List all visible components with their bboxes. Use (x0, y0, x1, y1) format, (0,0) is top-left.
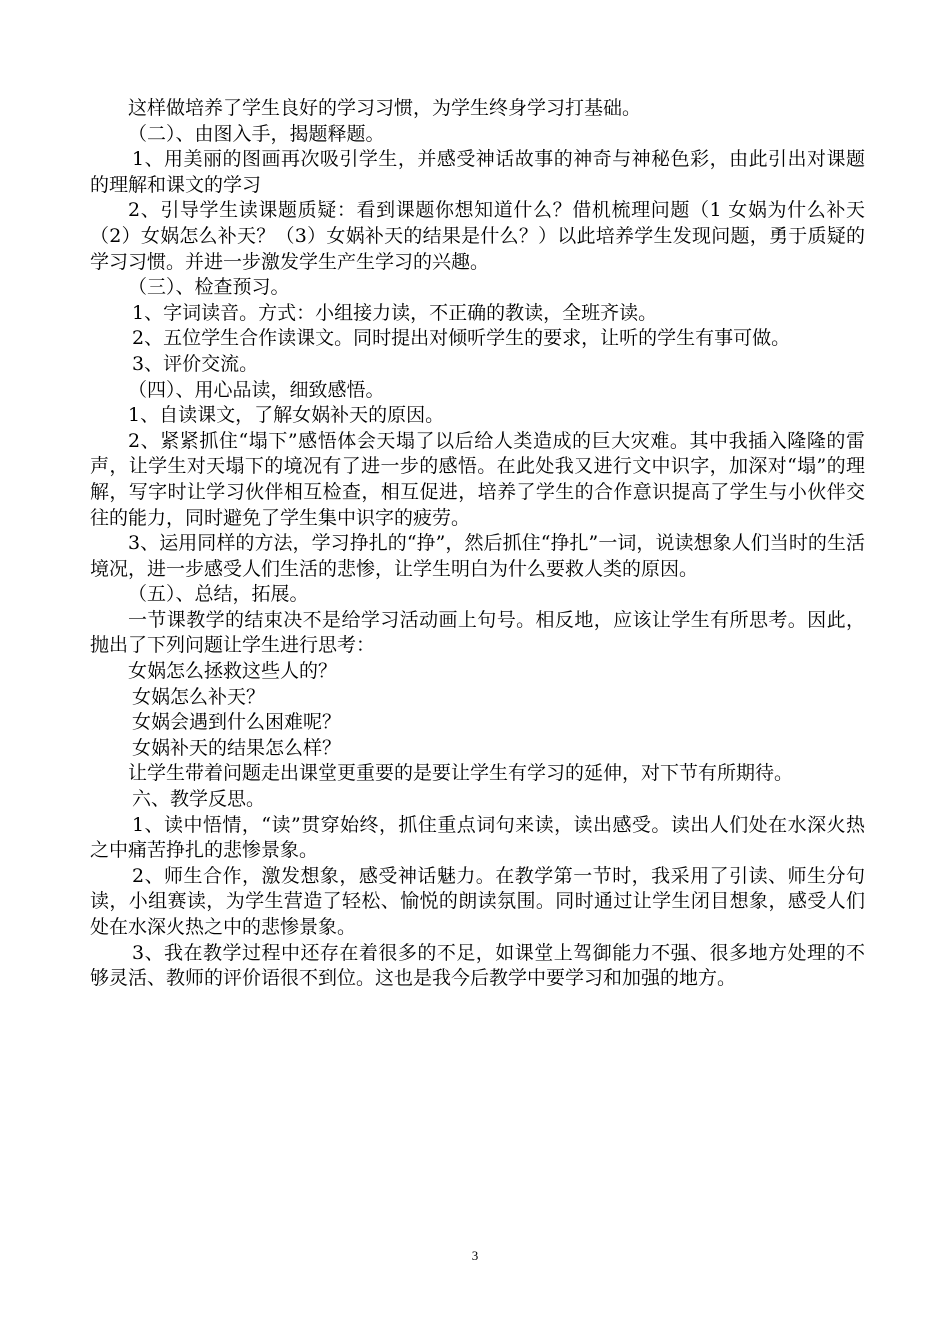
paragraph: 2、引导学生读课题质疑：看到课题你想知道什么？借机梳理问题（1 女娲为什么补天（2）女娲怎么补天？（3）女娲补天的结果是什么？）以此培养学生发现问题，勇于质疑的学习习惯。并进一步激发学生产生学习的兴趣。 (90, 199, 865, 273)
question-item: 女娲怎么拯救这些人的？ (128, 660, 338, 683)
body-text (90, 96, 865, 992)
paragraph: 1、字词读音。方式：小组接力读，不正确的教读，全班齐读。 (132, 301, 658, 324)
paragraph: 2、五位学生合作读课文。同时提出对倾听学生的要求，让听的学生有事可做。 (132, 327, 791, 350)
paragraph: 1、自读课文，了解女娲补天的原因。 (128, 404, 445, 427)
paragraph: 3、运用同样的方法，学习挣扎的“挣”，然后抓住“挣扎”一词，说读想象人们当时的生活境况，进一步感受人们生活的悲惨，让学生明白为什么要救人类的原因。 (90, 532, 865, 580)
question-item: 女娲怎么补天？ (132, 685, 266, 708)
question-item: 女娲会遇到什么困难呢？ (132, 711, 342, 734)
page-number: 3 (471, 1248, 479, 1263)
paragraph: 3、评价交流。 (132, 352, 259, 375)
paragraph: 一节课教学的结束决不是给学习活动画上句号。相反地，应该让学生有所思考。因此，抛出了下列问题让学生进行思考： (90, 608, 865, 657)
section-heading: 六、教学反思。 (132, 788, 266, 811)
section-heading: （五）、总结，拓展。 (128, 583, 309, 606)
paragraph: 这样做培养了学生良好的学习习惯，为学生终身学习打基础。 (128, 97, 642, 119)
paragraph: 2、师生合作，激发想象，感受神话魅力。在教学第一节时，我采用了引读、师生分句读，小组赛读，为学生营造了轻松、愉悦的朗读氛围。同时通过让学生闭目想象，感受人们处在水深火热之中的悲惨景象。 (90, 864, 865, 938)
section-heading: （二）、由图入手，揭题释题。 (128, 122, 385, 145)
paragraph: 1、读中悟情，“读”贯穿始终，抓住重点词句来读，读出感受。读出人们处在水深火热之中痛苦挣扎的悲惨景象。 (90, 813, 865, 862)
section-heading: （四）、用心品读，细致感悟。 (128, 378, 385, 401)
paragraph: 让学生带着问题走出课堂更重要的是要让学生有学习的延伸，对下节有所期待。 (128, 762, 794, 785)
paragraph: 3、我在教学过程中还存在着很多的不足，如课堂上驾御能力不强、很多地方处理的不够灵活、教师的评价语很不到位。这也是我今后教学中要学习和加强的地方。 (90, 941, 865, 990)
paragraph: 1、用美丽的图画再次吸引学生，并感受神话故事的神奇与神秘色彩，由此引出对课题的理解和课文的学习 (90, 148, 865, 196)
paragraph: 2、紧紧抓住“塌下”感悟体会天塌了以后给人类造成的巨大灾难。其中我插入隆隆的雷声，让学生对天塌下的境况有了进一步的感悟。在此处我又进行文中识字，加深对“塌”的理解，写字时让学习伙伴相互检查，相互促进，培养了学生的合作意识提高了学生与小伙伴交往的能力，同时避免了学生集中识字的疲劳。 (90, 429, 865, 529)
question-item: 女娲补天的结果怎么样？ (132, 736, 342, 759)
section-heading: （三）、检查预习。 (128, 276, 290, 299)
